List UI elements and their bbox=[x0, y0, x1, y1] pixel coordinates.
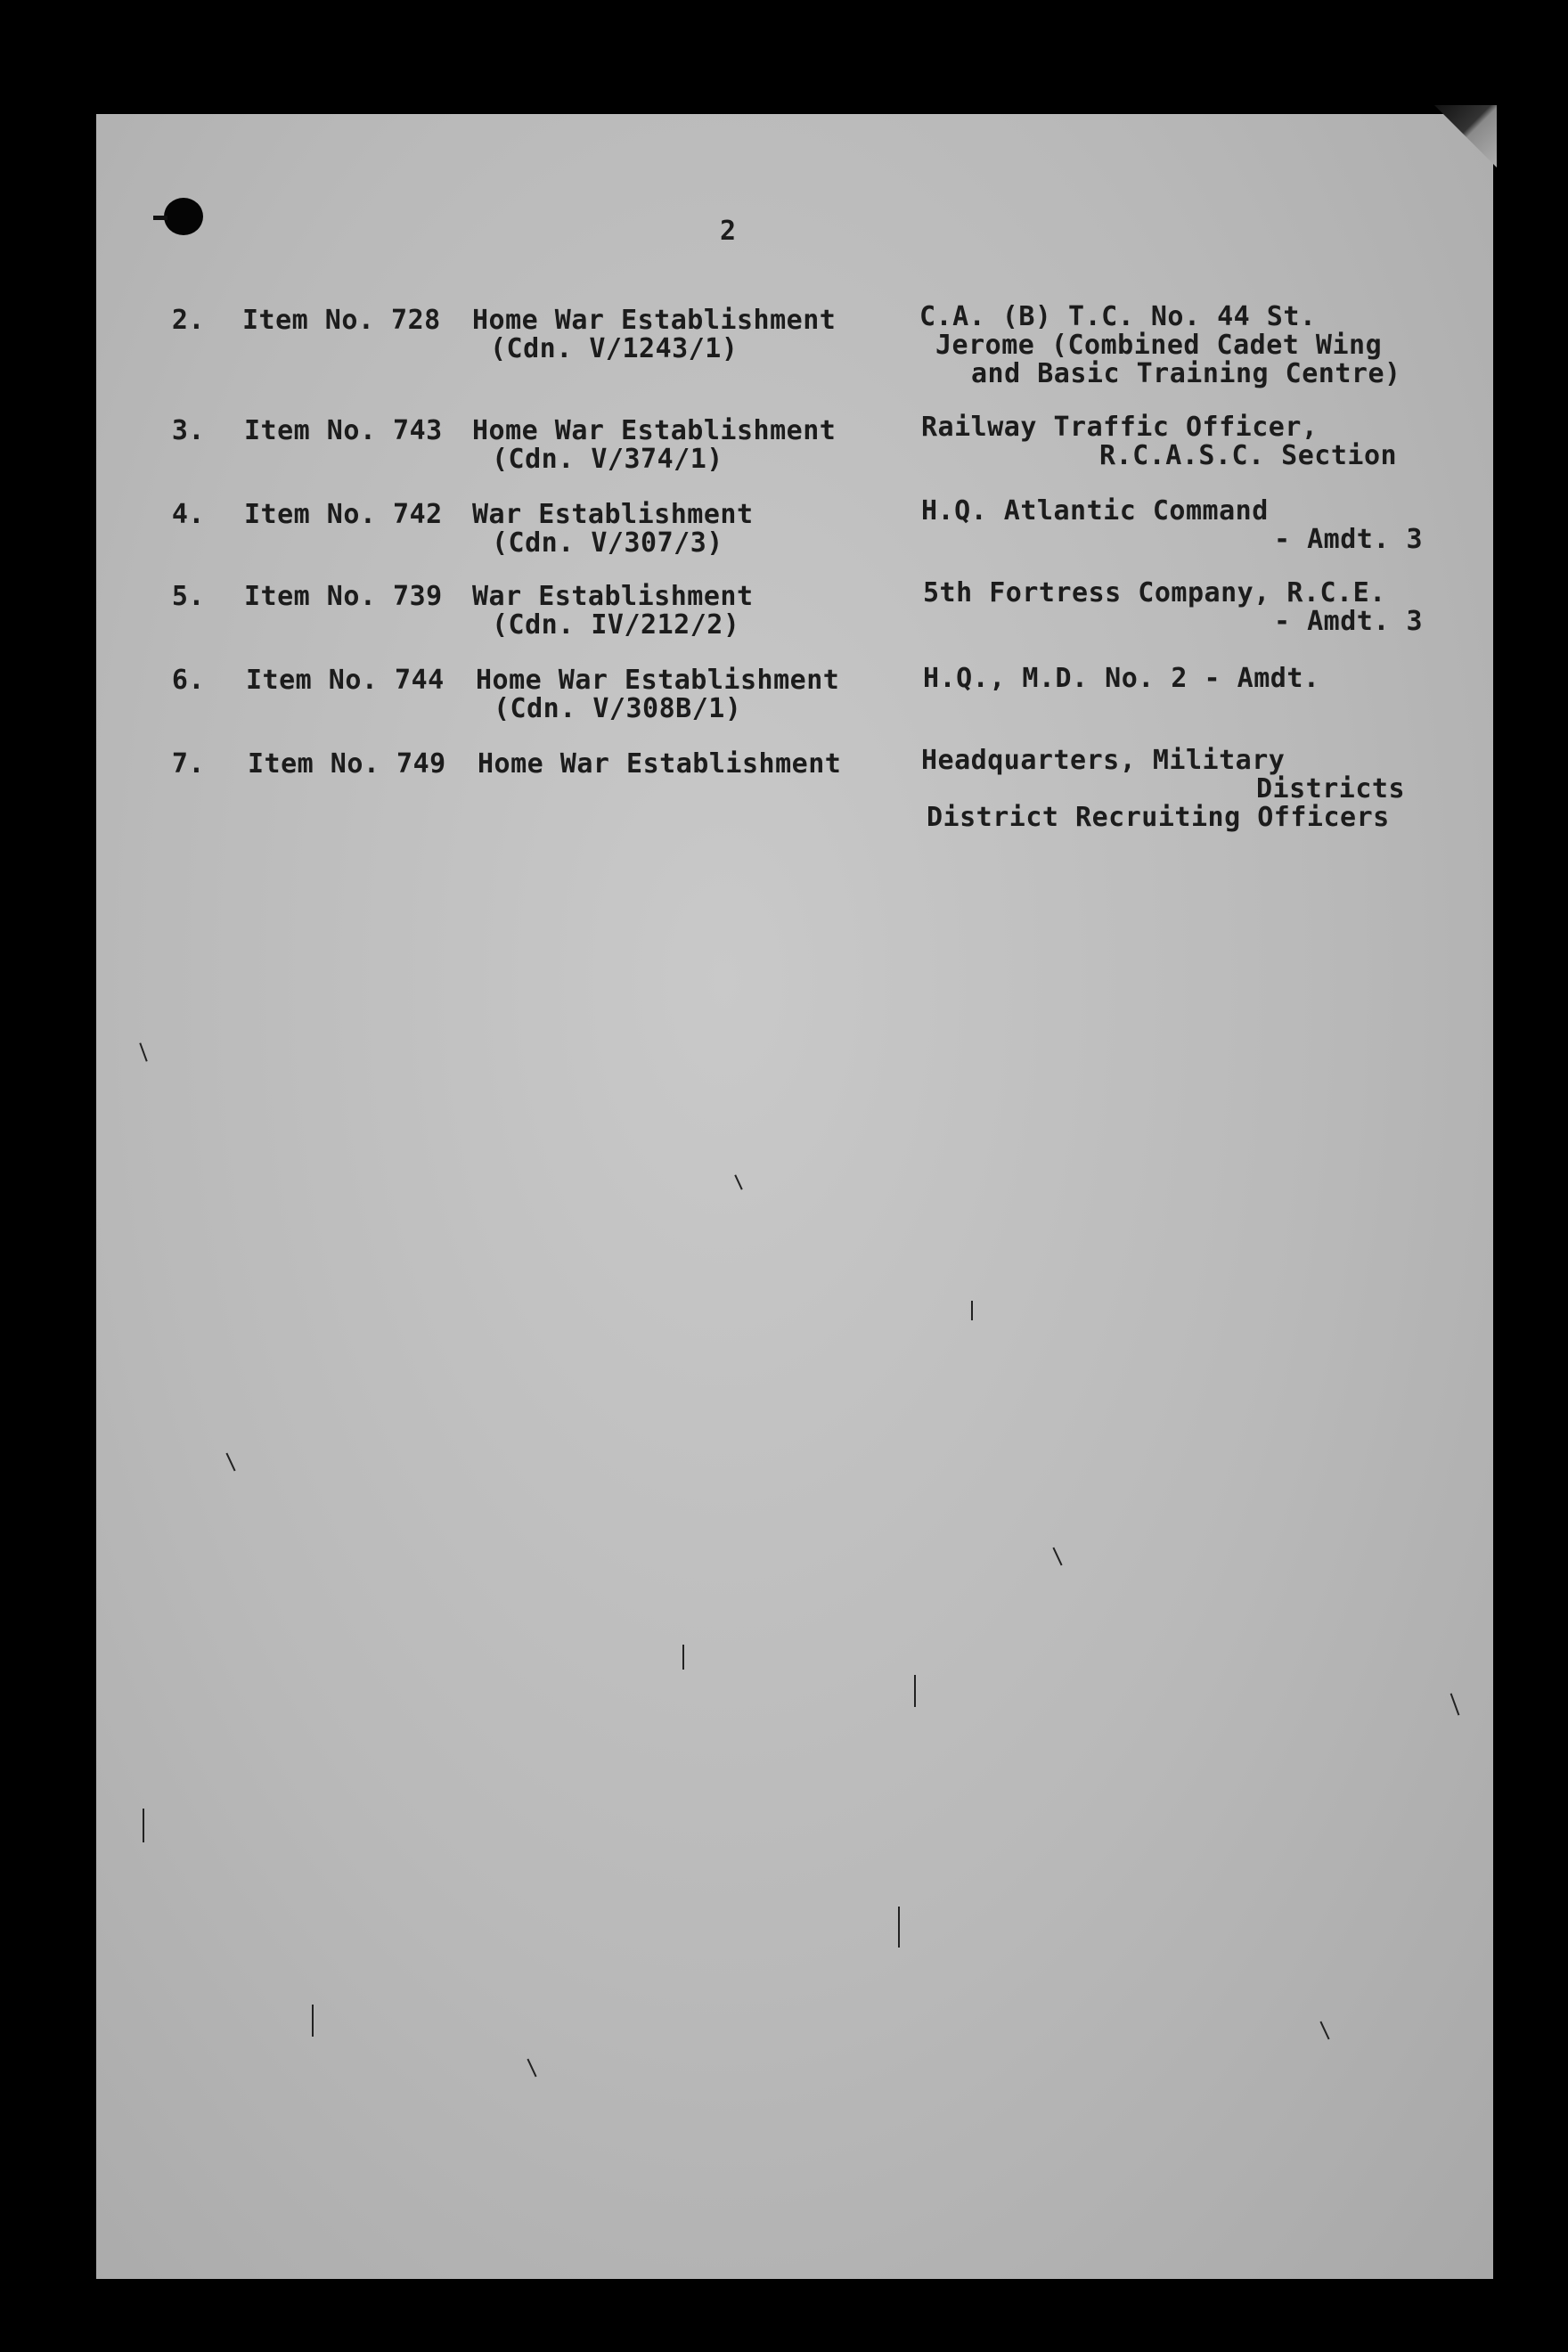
item-number: Item No. 739 bbox=[244, 581, 443, 612]
unit-line: Headquarters, Military bbox=[921, 745, 1286, 776]
unit-line: and Basic Training Centre) bbox=[971, 358, 1401, 389]
unit-line: Districts bbox=[1256, 773, 1406, 804]
scan-speck bbox=[914, 1675, 916, 1707]
item-number: Item No. 728 bbox=[242, 305, 441, 336]
establishment-code: (Cdn. V/1243/1) bbox=[490, 333, 739, 364]
scan-speck bbox=[898, 1907, 900, 1948]
unit-line: 5th Fortress Company, R.C.E. bbox=[923, 577, 1386, 608]
establishment-type: Home War Establishment bbox=[472, 305, 837, 336]
punch-hole-icon bbox=[164, 198, 203, 235]
establishment-type: Home War Establishment bbox=[478, 748, 842, 780]
item-number: Item No. 743 bbox=[244, 415, 443, 446]
scan-speck bbox=[312, 2005, 314, 2037]
unit-line: C.A. (B) T.C. No. 44 St. bbox=[919, 301, 1317, 332]
item-number: Item No. 742 bbox=[244, 499, 443, 530]
unit-line: H.Q. Atlantic Command bbox=[921, 495, 1269, 527]
page-number: 2 bbox=[720, 216, 737, 247]
establishment-code: (Cdn. V/307/3) bbox=[492, 527, 723, 559]
scan-speck bbox=[971, 1301, 973, 1320]
establishment-type: War Establishment bbox=[472, 581, 754, 612]
entry-number: 2. bbox=[171, 305, 205, 336]
item-number: Item No. 744 bbox=[246, 665, 445, 696]
entry-number: 4. bbox=[171, 499, 205, 530]
unit-line: District Recruiting Officers bbox=[927, 802, 1390, 833]
unit-line: - Amdt. 3 bbox=[1274, 524, 1424, 555]
establishment-type: Home War Establishment bbox=[472, 415, 837, 446]
item-number: Item No. 749 bbox=[248, 748, 446, 780]
scan-speck bbox=[143, 1809, 144, 1842]
unit-line: Railway Traffic Officer, bbox=[921, 412, 1319, 443]
establishment-code: (Cdn. V/308B/1) bbox=[494, 693, 742, 724]
entry-number: 3. bbox=[171, 415, 205, 446]
establishment-code: (Cdn. IV/212/2) bbox=[492, 609, 740, 641]
entry-number: 6. bbox=[171, 665, 205, 696]
entry-number: 5. bbox=[171, 581, 205, 612]
establishment-code: (Cdn. V/374/1) bbox=[492, 444, 723, 475]
unit-line: Jerome (Combined Cadet Wing bbox=[935, 330, 1383, 361]
scan-speck bbox=[682, 1645, 684, 1670]
unit-line: R.C.A.S.C. Section bbox=[1099, 440, 1398, 471]
punch-hole-mark bbox=[153, 216, 167, 220]
unit-line: H.Q., M.D. No. 2 - Amdt. bbox=[923, 663, 1320, 694]
unit-line: - Amdt. 3 bbox=[1274, 606, 1424, 637]
entry-number: 7. bbox=[171, 748, 205, 780]
establishment-type: Home War Establishment bbox=[476, 665, 840, 696]
establishment-type: War Establishment bbox=[472, 499, 754, 530]
